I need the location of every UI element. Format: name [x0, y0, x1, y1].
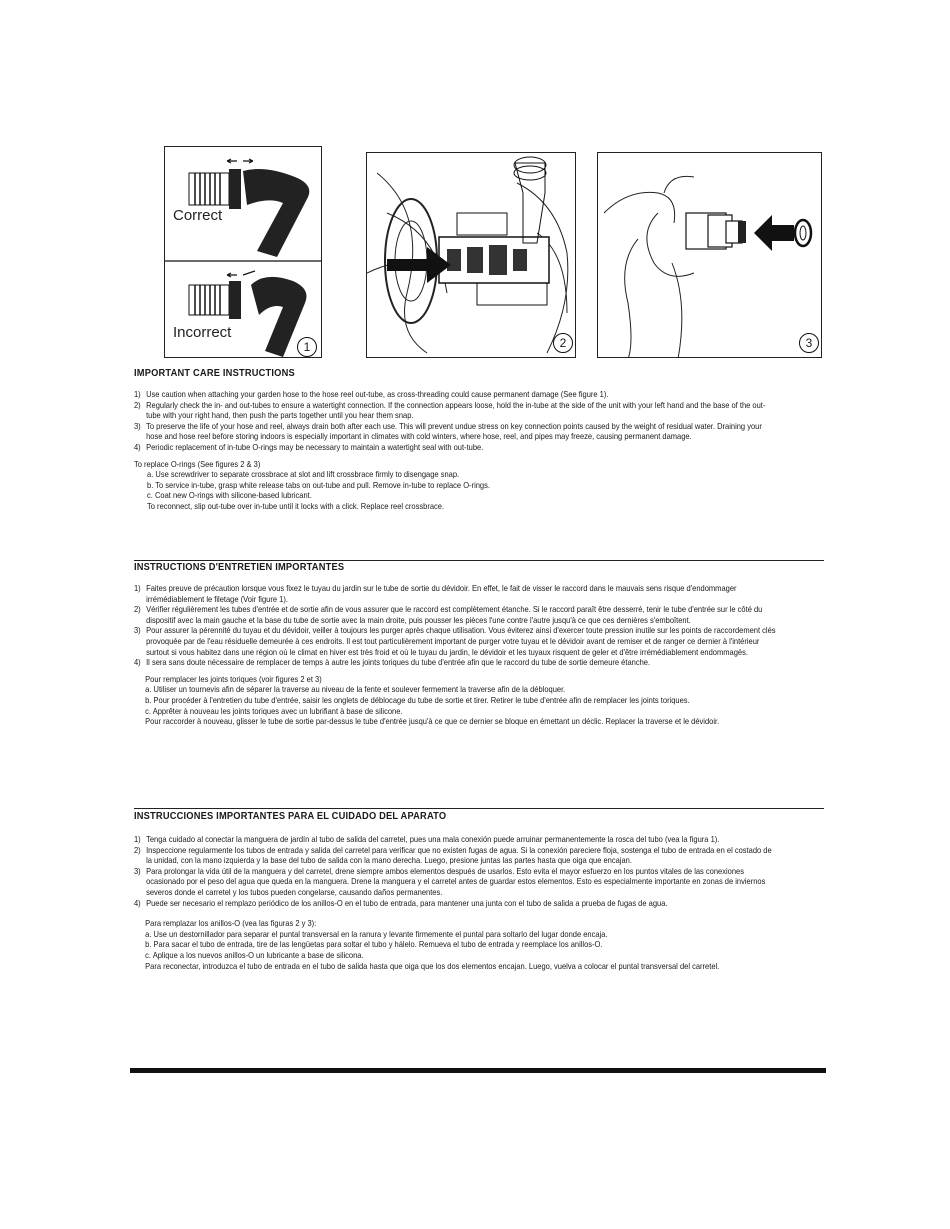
figure-number-2: 2	[553, 333, 573, 353]
list-item: 4) Puede ser necesario el remplazo periódico de los anillos-O en el tubo de entrada, para mantener una junta con el tubo de salida a prueba de fugas de agua.	[134, 898, 668, 908]
figure-3	[597, 152, 822, 358]
o-ring-replacement-illustration	[598, 153, 822, 358]
english-section	[134, 367, 778, 513]
list-item: 4) Il sera sans doute nécessaire de remplacer de temps à autre les joints toriques du tube d'entrée afin que le raccord du tube de sortie demeure étanche.	[134, 658, 651, 668]
list-item: 1) Faites preuve de précaution lorsque vous fixez le tuyau du jardin sur le tube de sortie du dévidoir. En effet, le fait de visser le raccord dans le mauvais sens risque d'endommager irrémédiablement le filetage (Voir figure 1).	[134, 584, 737, 604]
list-item: 2) Vérifier régulièrement les tubes d'entrée et de sortie afin de vous assurer que le raccord est complètement étanche. Si le raccord paraît être desserré, tenir le tube d'entrée sur le côté du dispositif avec la main gauche et la base du tube de sortie avec la main droite, puis pousser les pièces l'une contre l'autre jusqu'à ce que ces dernières s'emboîtent.	[134, 605, 763, 625]
step: Pour raccorder à nouveau, glisser le tube de sortie par-dessus le tube d'entrée jusqu'à ce que ce dernier se bloque en émettant un déclic. Replacer la traverse et le dévidoir.	[145, 717, 720, 727]
step: c. Aplique a los nuevos anillos-O un lubricante a base de silicona.	[145, 950, 364, 960]
step: b. To service in-tube, grasp white release tabs on out-tube and pull. Remove in-tube to replace O-rings.	[147, 480, 490, 490]
french-heading: INSTRUCTIONS D'ENTRETIEN IMPORTANTES	[134, 562, 345, 573]
list-item: 1) Tenga cuidado al conectar la manguera de jardín al tubo de salida del carretel, pues una mala conexión puede arruinar permanentemente la rosca del tubo (vea la figura 1).	[134, 835, 720, 844]
bottom-bar	[130, 1068, 826, 1073]
list-item: 2) Regularly check the in- and out-tubes to ensure a watertight connection. If the connection appears loose, hold the in-tube at the side of the unit with your left hand and the base of the out-tube with your right hand, then push the parts together until you hear them snap.	[134, 400, 766, 421]
list-item: 4) Periodic replacement of in-tube O-rings may be necessary to maintain a watertight seal with out-tube.	[134, 442, 484, 452]
figure-1	[164, 146, 322, 358]
step: b. Pour procéder à l'entretien du tube d'entrée, saisir les onglets de déblocage du tube de sortie et tirer. Retirer le tube d'entrée afin de remplacer les joints toriques.	[145, 695, 690, 705]
step: c. Coat new O-rings with silicone-based lubricant.	[147, 491, 312, 501]
step: c. Apprêter à nouveau les joints toriques avec un lubrifiant à base de silicone.	[145, 706, 403, 716]
list-item: 3) Para prolongar la vida útil de la manguera y del carretel, drene siempre ambos elementos después de usarlos. Esto evita el mayor esfuerzo en los puntos vitales de las conexiones ocasionado por el peso del agua que queda en la manguera. Drene la manguera y el carretel antes de guardar estos elementos. Esto es especialmente importante en zonas de inviernos severos donde el carretel y los tubos pueden congelarse, causando daños permanentes.	[134, 866, 766, 897]
spanish-heading: INSTRUCCIONES IMPORTANTES PARA EL CUIDADO DEL APARATO	[134, 811, 447, 822]
step: b. Para sacar el tubo de entrada, tire de las lengüetas para soltar el tubo y hálelo. Remueva el tubo de entrada y reemplace los anillos-O.	[145, 940, 603, 950]
list-item: 3) Pour assurer la pérennité du tuyau et du dévidoir, veiller à toujours les purger après chaque utilisation. Vous éviterez ainsi d'exercer toute pression inutile sur les points de raccordement clés provoquée par de l'eau résiduelle demeurée à ces endroits. Il est tout particulièrement important de purger votre tuyau et le dévidoir avant de remiser et de ranger ce dernier à l'intérieur surtout si vous habitez dans une région où le climat en hiver est très froid et où le tuyau du jardin, le dévidoir et les tuyaux risquent de geler et d'être irrémédiablement endommagés.	[134, 626, 776, 657]
oring-intro: To replace O-rings (See figures 2 & 3)	[134, 459, 261, 469]
figure-number-1: 1	[297, 337, 317, 357]
reel-in-tube-illustration	[367, 153, 576, 358]
oring-intro: Pour remplacer les joints toriques (voir figures 2 et 3)	[145, 674, 322, 684]
figure-number-3: 3	[799, 333, 819, 353]
step: a. Use screwdriver to separate crossbrace at slot and lift crossbrace firmly to disengage snap.	[147, 470, 460, 480]
spanish-section	[134, 810, 778, 972]
correct-label: Correct	[173, 207, 223, 224]
figure-2	[366, 152, 576, 358]
step: a. Use un destornillador para separar el puntal transversal en la ranura y levante firmemente el puntal para soltarlo del lugar donde encaja.	[145, 929, 608, 939]
english-heading: IMPORTANT CARE INSTRUCTIONS	[134, 368, 295, 379]
oring-intro: Para remplazar los anillos-O (vea las figuras 2 y 3):	[145, 919, 317, 929]
list-item: 1) Use caution when attaching your garden hose to the hose reel out-tube, as cross-threading could cause permanent damage (See figure 1).	[134, 390, 609, 399]
divider	[134, 808, 824, 809]
list-item: 2) Inspeccione regularmente los tubos de entrada y salida del carretel para verificar que no existen fugas de agua. Si la conexión pareciere floja, sostenga el tubo de entrada en el costado de la unidad, con la mano izquierda y la base del tubo de salida con la mano derecha. Luego, presione juntas las partes hasta que oiga que encajan.	[134, 845, 772, 866]
french-section	[134, 561, 778, 728]
step: To reconnect, slip out-tube over in-tube until it locks with a click. Replace reel crossbrace.	[147, 501, 445, 511]
step: Para reconectar, introduzca el tubo de entrada en el tubo de salida hasta que oiga que los dos elementos encajan. Luego, vuelva a colocar el puntal transversal del carretel.	[145, 961, 720, 971]
step: a. Utiliser un tournevis afin de séparer la traverse au niveau de la fente et soulever fermement la traverse afin de la débloquer.	[145, 685, 566, 695]
incorrect-label: Incorrect	[173, 324, 232, 341]
list-item: 3) To preserve the life of your hose and reel, always drain both after each use. This will prevent undue stress on key connection points caused by the weight of residual water. Draining your hose and hose reel before storing indoors is especially important in climates with cold winters, where hose, reel, and pipes may freeze, causing permanent damage.	[134, 421, 762, 442]
